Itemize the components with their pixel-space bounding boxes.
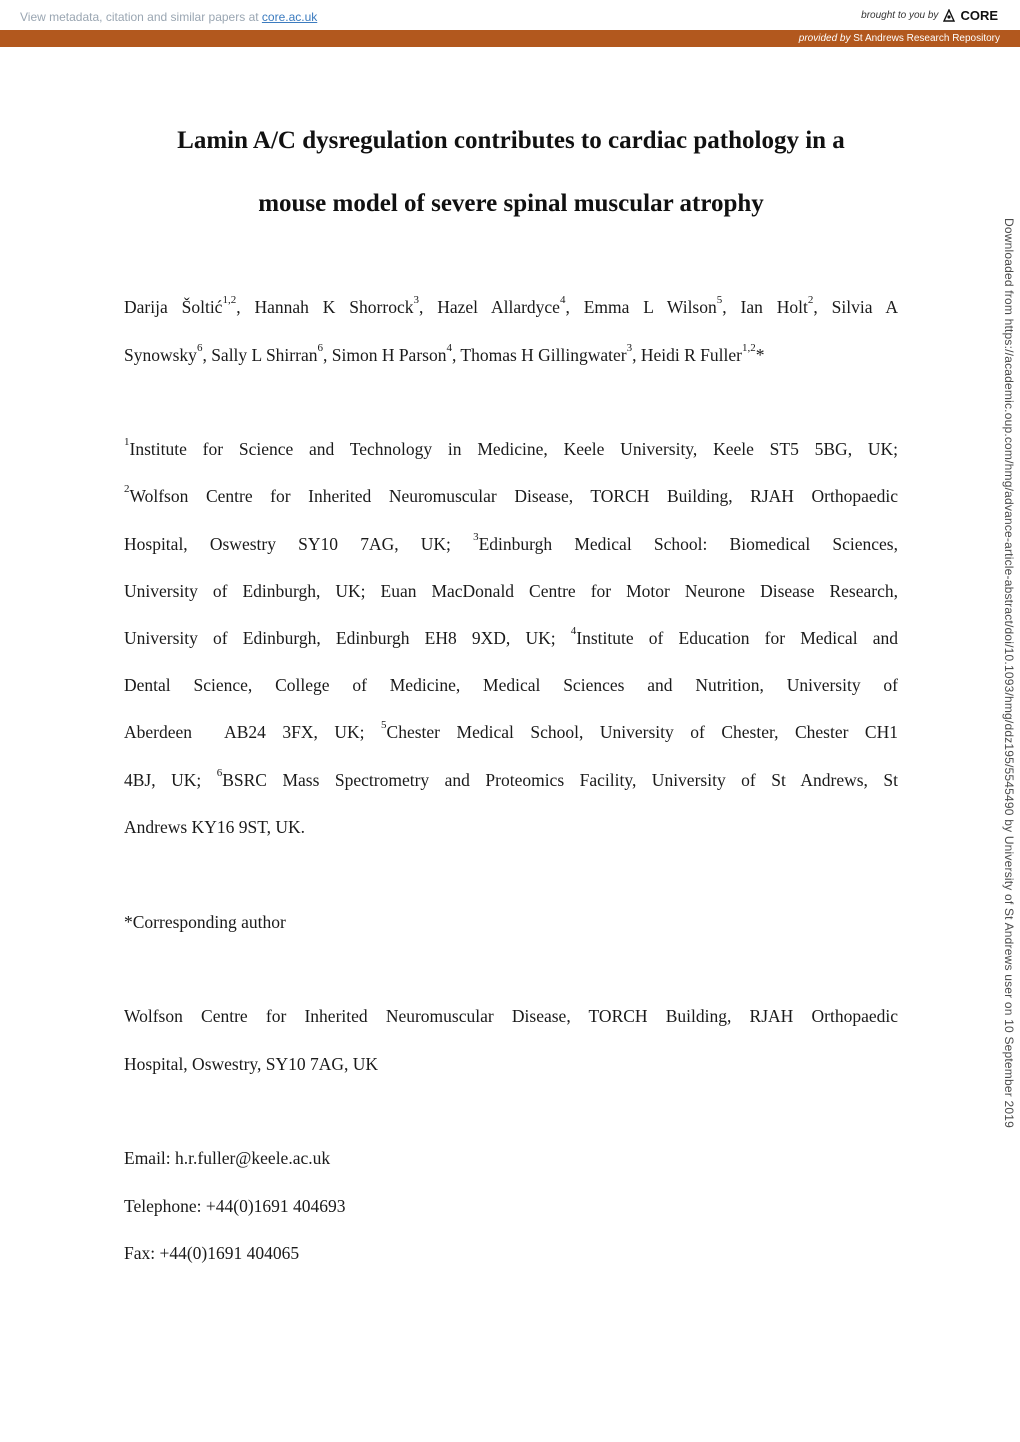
- core-brand: [861, 8, 998, 23]
- author-affiliation: 3: [413, 294, 419, 306]
- core-brand-name[interactable]: CORE: [960, 8, 998, 23]
- author-affiliation: 4: [559, 294, 566, 306]
- corresponding-address-1: Wolfson Centre for Inherited Neuromuscular Disease, TORCH Building, RJAH Orthopaedic: [124, 1006, 898, 1026]
- provided-by-label: provided by: [798, 33, 851, 44]
- author-name: Thomas H Gillingwater: [460, 345, 627, 365]
- corresponding-label: *Corresponding author: [124, 912, 286, 932]
- author-affiliation: 6: [317, 342, 323, 354]
- authors-line-2: Synowsky$^6$, Sally L Shirran$^6$, Simon H Parson$^4$, Thomas H Gillingwater$^3$, Heidi R Fuller$^{1,2}$*: [124, 342, 765, 365]
- author-affiliation: 5: [716, 294, 723, 306]
- author-name: Hannah K Shorrock: [254, 297, 414, 317]
- core-header: [0, 0, 1020, 30]
- author-name: Synowsky: [124, 345, 197, 365]
- corresponding-telephone: Telephone: +44(0)1691 404693: [124, 1196, 346, 1216]
- affiliation-line-6: Dental Science, College of Medicine, Medical Sciences and Nutrition, University of: [124, 675, 898, 695]
- author-name: Simon H Parson: [331, 345, 447, 365]
- core-metadata: [20, 10, 317, 24]
- author-name: Heidi R Fuller: [640, 345, 742, 365]
- corresponding-email[interactable]: Email: h.r.fuller@keele.ac.uk: [124, 1148, 331, 1168]
- affiliation-line-1: $^1$Institute for Science and Technology in Medicine, Keele University, Keele ST5 5BG, UK;: [124, 436, 898, 459]
- paper-title-line-2: mouse model of severe spinal muscular atrophy: [258, 190, 764, 217]
- affiliation-line-4: University of Edinburgh, UK; Euan MacDonald Centre for Motor Neurone Disease Research,: [124, 581, 898, 601]
- core-provider-bar: [0, 30, 1020, 47]
- affiliation-line-3: Hospital, Oswestry SY10 7AG, UK; $^3$Edinburgh Medical School: Biomedical Sciences,: [124, 531, 898, 554]
- author-line-tail: , Silvia A: [813, 297, 899, 317]
- corresponding-mark: *: [755, 345, 765, 365]
- author-name: Darija Šoltić: [124, 297, 223, 317]
- author-affiliation: 2: [807, 294, 814, 306]
- author-affiliation: 1,2: [741, 342, 756, 354]
- corresponding-fax: Fax: +44(0)1691 404065: [124, 1243, 300, 1263]
- affiliation-line-8: 4BJ, UK; $^6$BSRC Mass Spectrometry and Proteomics Facility, University of St Andrews, St: [124, 767, 898, 790]
- affiliation-line-2: $^2$Wolfson Centre for Inherited Neuromuscular Disease, TORCH Building, RJAH Orthopaedic: [124, 483, 898, 506]
- core-logo-icon: [942, 9, 956, 23]
- affiliation-line-7: Aberdeen AB24 3FX, UK; $^5$Chester Medical School, University of Chester, Chester CH1: [124, 719, 898, 742]
- core-link[interactable]: core.ac.uk: [261, 10, 318, 24]
- author-affiliation: 1,2: [222, 294, 237, 306]
- author-affiliation: 4: [446, 342, 452, 354]
- brought-by-text: brought to you by: [861, 10, 939, 21]
- author-affiliation: 3: [626, 342, 633, 354]
- author-name: Ian Holt: [740, 297, 808, 317]
- download-notice: Downloaded from https://academic.oup.com/hmg/advance-article-abstract/doi/10.1093/hmg/ddz195/5545490 by University of St Andrews user on 10 September 2019: [1002, 218, 1016, 1128]
- core-metadata-text: View metadata, citation and similar papers at: [20, 10, 262, 24]
- author-name: Emma L Wilson: [583, 297, 717, 317]
- authors-line-1: Darija Šoltić$^{1,2}$, Hannah K Shorrock$^3$, Hazel Allardyce$^4$, Emma L Wilson$^5$, Ian Holt$^2$, Silvia A: [124, 294, 899, 317]
- paper-title-line-1: Lamin A/C dysregulation contributes to cardiac pathology in a: [177, 127, 845, 154]
- corresponding-address-2: Hospital, Oswestry, SY10 7AG, UK: [124, 1054, 379, 1074]
- affiliation-line-9: Andrews KY16 9ST, UK.: [124, 817, 305, 837]
- provided-by-repo[interactable]: St Andrews Research Repository: [853, 33, 1000, 44]
- author-name: Hazel Allardyce: [437, 297, 560, 317]
- author-affiliation: 6: [196, 342, 203, 354]
- provided-by: [799, 33, 1000, 44]
- affiliation-line-5: University of Edinburgh, Edinburgh EH8 9XD, UK; $^4$Institute of Education for Medical and: [124, 625, 899, 648]
- author-name: Sally L Shirran: [211, 345, 318, 365]
